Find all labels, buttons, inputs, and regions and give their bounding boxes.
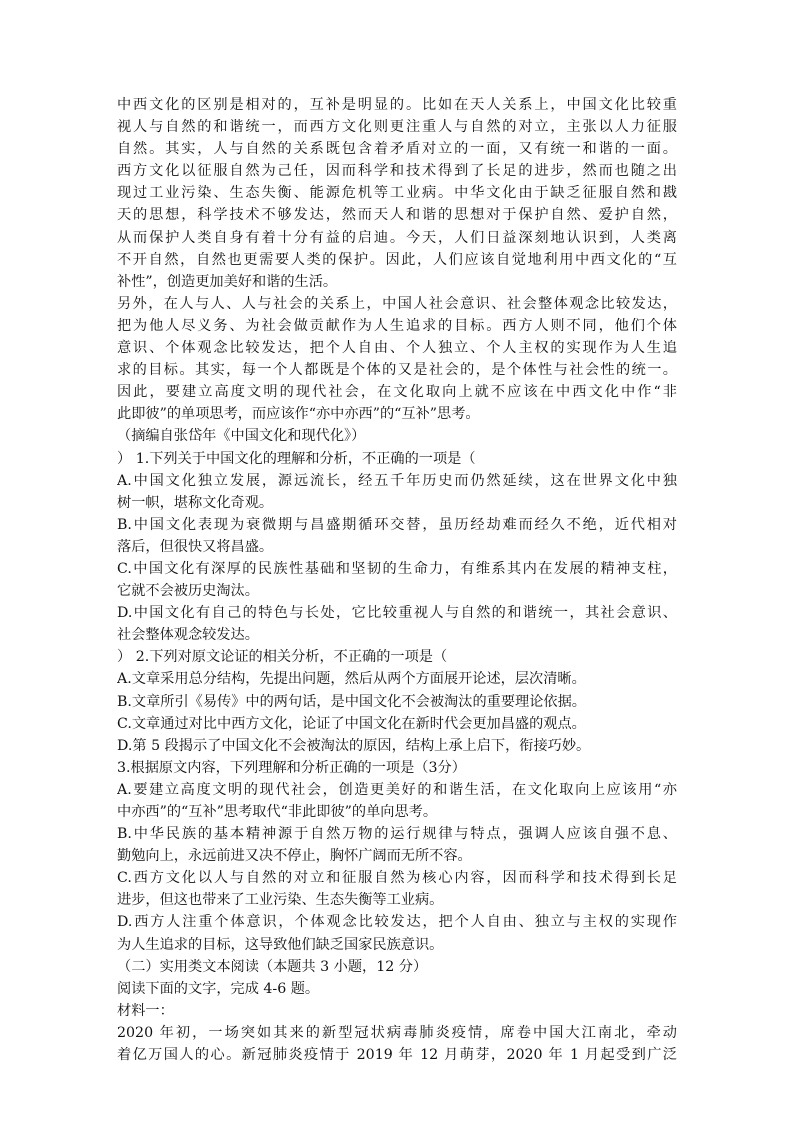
question-1-option-d-cont: 社会整体观念较发达。 <box>117 627 259 644</box>
paragraph-line: 现过工业污染、生态失衡、能源危机等工业病。中华文化由于缺乏征服自然和戡 <box>117 185 677 202</box>
question-3-option-d: D.西方人注重个体意识，个体观念比较发达，把个人自由、独立与主权的实现作 <box>117 914 677 931</box>
paragraph-line: 2020 年初，一场突如其来的新型冠状病毒肺炎疫情，席卷中国大江南北，牵动 <box>117 1024 677 1041</box>
material-label: 材料一： <box>117 1002 174 1019</box>
paragraph-line: 从而保护人类自身有着十分有益的启迪。今天，人们日益深刻地认识到，人类离 <box>117 229 677 246</box>
question-3-option-c-cont: 进步，但这也带来了工业污染、生态失衡等工业病。 <box>117 892 444 909</box>
question-2-option-a: A.文章采用总分结构，先提出问题，然后从两个方面展开论述，层次清晰。 <box>117 671 586 688</box>
paragraph-line: 着亿万国人的心。新冠肺炎疫情于 2019 年 12 月萌芽，2020 年 1 月起受到广泛 <box>117 1047 677 1064</box>
question-2-option-c: C.文章通过对比中西方文化，论证了中国文化在新时代会更加昌盛的观点。 <box>117 715 586 732</box>
paragraph-line: 另外，在人与人、人与社会的关系上，中国人社会意识、社会整体观念比较发达， <box>117 295 677 312</box>
paragraph-line: 天的思想，科学技术不够发达，然而天人和谐的思想对于保护自然、爱护自然， <box>117 207 677 224</box>
source-citation: （摘编自张岱年《中国文化和现代化》） <box>117 428 366 445</box>
paragraph-line: 西方文化以征服自然为己任，因而科学和技术得到了长足的进步，然而也随之出 <box>117 163 677 180</box>
question-1-option-c-cont: 它就不会被历史淘汰。 <box>117 583 259 600</box>
question-2-option-d: D.第 5 段揭示了中国文化不会被淘汰的原因，结构上承上启下，衔接巧妙。 <box>117 737 591 754</box>
section-heading: （二）实用类文本阅读（本题共 3 小题，12 分） <box>117 958 428 975</box>
question-1-stem: ） 1.下列关于中国文化的理解和分析，不正确的一项是（ <box>117 450 476 467</box>
paragraph-line: 中西文化的区别是相对的，互补是明显的。比如在天人关系上，中国文化比较重 <box>117 97 677 113</box>
instruction-text: 阅读下面的文字，完成 4-6 题。 <box>117 980 320 997</box>
question-3-option-b: B.中华民族的基本精神源于自然万物的运行规律与特点，强调人应该自强不息、 <box>117 826 677 843</box>
question-1-option-a: A.中国文化独立发展，源远流长，经五千年历史而仍然延续，这在世界文化中独 <box>117 472 677 489</box>
paragraph-line: 此即彼”的单项思考，而应该作“亦中亦西”的“互补”思考。 <box>117 406 480 423</box>
paragraph-line: 求的目标。其实，每一个人都既是个体的又是社会的，是个体性与社会性的统一。 <box>117 362 677 379</box>
paragraph-line: 把为他人尽义务、为社会做贡献作为人生追求的目标。西方人则不同，他们个体 <box>117 317 677 334</box>
question-2-stem: ） 2.下列对原文论证的相关分析，不正确的一项是（ <box>117 649 448 666</box>
question-3-option-a-cont: 中亦西”的“互补”思考取代“非此即彼”的单向思考。 <box>117 804 438 820</box>
question-1-option-a-cont: 树一帜，堪称文化奇观。 <box>117 494 274 511</box>
question-1-option-b-cont: 落后，但很快又将昌盛。 <box>117 538 274 555</box>
question-2-option-b: B.文章所引《易传》中的两句话，是中国文化不会被淘汰的重要理论依据。 <box>117 693 586 710</box>
document-page <box>117 94 677 1066</box>
paragraph-line: 因此，要建立高度文明的现代社会，在文化取向上就不应该在中西文化中作“非 <box>117 384 677 401</box>
question-1-option-c: C.中国文化有深厚的民族性基础和坚韧的生命力，有维系其内在发展的精神支柱， <box>117 560 677 577</box>
question-3-stem: 3.根据原文内容，下列理解和分析正确的一项是（3分） <box>117 759 466 776</box>
paragraph-line: 不开自然，自然也更需要人类的保护。因此，人们应该自觉地利用中西文化的“互 <box>117 251 677 268</box>
question-3-option-a: A.要建立高度文明的现代社会，创造更美好的和谐生活，在文化取向上应该用“亦 <box>117 781 677 798</box>
paragraph-line: 自然。其实，人与自然的关系既包含着矛盾对立的一面，又有统一和谐的一面。 <box>117 141 677 158</box>
question-3-option-c: C.西方文化以人与自然的对立和征服自然为核心内容，因而科学和技术得到长足 <box>117 870 677 887</box>
paragraph-line: 意识、个体观念比较发达，把个人自由、个人独立、个人主权的实现作为人生追 <box>117 340 677 357</box>
question-1-option-d: D.中国文化有自己的特色与长处，它比较重视人与自然的和谐统一，其社会意识、 <box>117 605 677 622</box>
paragraph-line: 视人与自然的和谐统一，而西方文化则更注重人与自然的对立，主张以人力征服 <box>117 119 677 136</box>
question-3-option-b-cont: 勤勉向上，永远前进又决不停止，胸怀广阔而无所不容。 <box>117 848 472 865</box>
paragraph-line: 补性”，创造更加美好和谐的生活。 <box>117 273 338 290</box>
question-1-option-b: B.中国文化表现为衰微期与昌盛期循环交替，虽历经劫难而经久不绝，近代相对 <box>117 516 677 533</box>
question-3-option-d-cont: 为人生追求的目标，这导致他们缺乏国家民族意识。 <box>117 936 444 953</box>
